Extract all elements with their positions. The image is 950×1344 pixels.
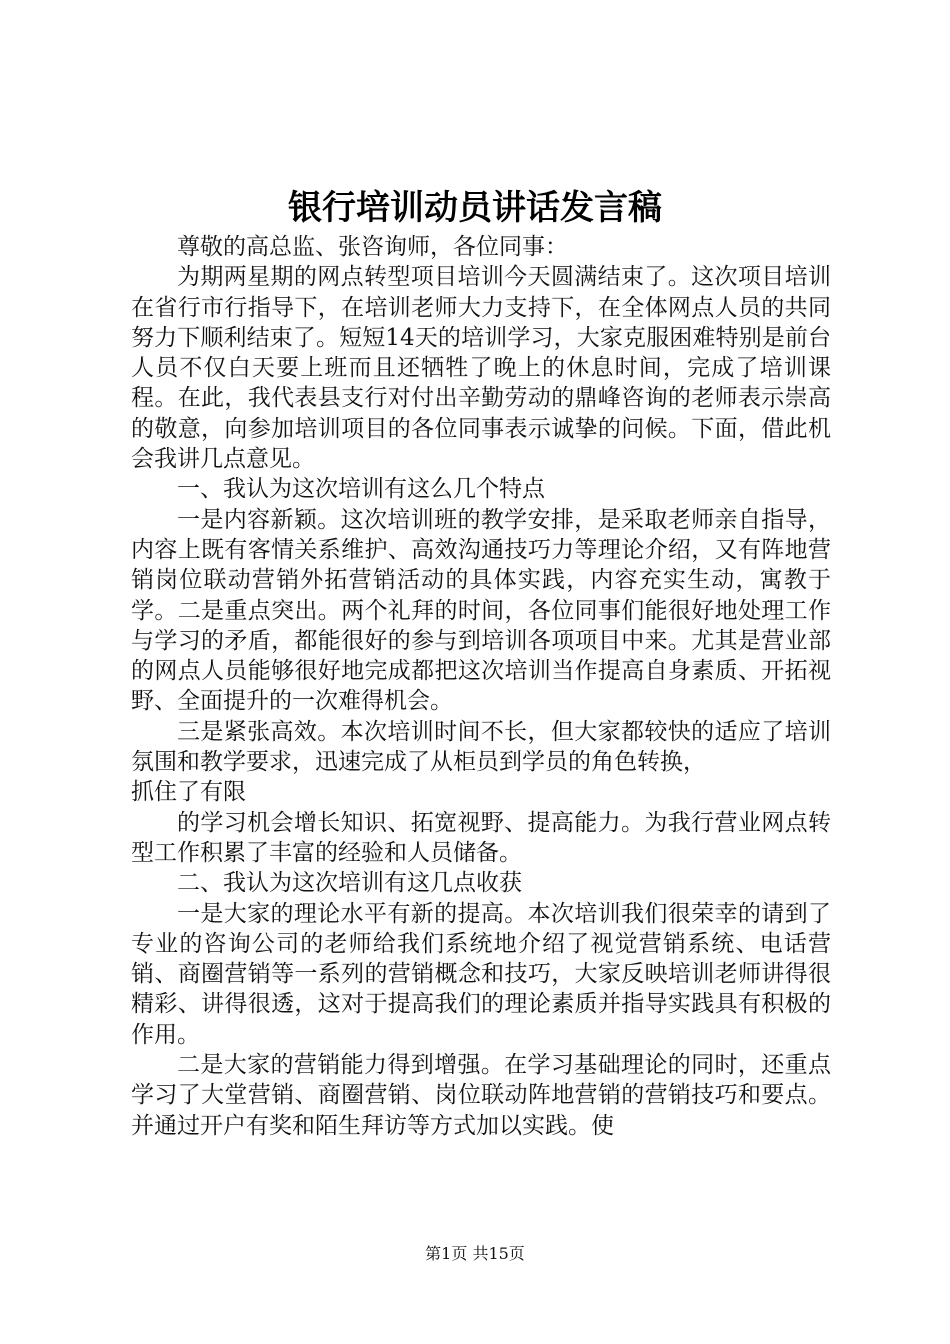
paragraph-intro: 为期两星期的网点转型项目培训今天圆满结束了。这次项目培训在省行市行指导下，在培训老师大力支持下，在全体网点人员的共同努力下顺利结束了。短短14天的培训学习，大家克服困难特别是前台人员不仅白天要上班而且还牺牲了晚上的休息时间，完成了培训课程。在此，我代表县支行对付出辛勤劳动的鼎峰咨询的老师表示崇高的敬意，向参加培训项目的各位同事表示诚挚的问候。下面，借此机会我讲几点意见。 (131, 264, 831, 473)
paragraph-point-1: 一是内容新颖。这次培训班的教学安排，是采取老师亲自指导，内容上既有客情关系维护、高效沟通技巧力等理论介绍，又有阵地营销岗位联动营销外拓营销活动的具体实践，内容充实生动，寓教于学。二是重点突出。两个礼拜的时间，各位同事们能很好地处理工作与学习的矛盾，都能很好的参与到培训各项项目中来。尤其是营业部的网点人员能够很好地完成都把这次培训当作提高自身素质、开拓视野、全面提升的一次难得机会。 (131, 506, 831, 715)
paragraph-continuation: 的学习机会增长知识、拓宽视野、提高能力。为我行营业网点转型工作积累了丰富的经验和人员储备。 (131, 809, 831, 866)
paragraph-point-3: 三是紧张高效。本次培训时间不长，但大家都较快的适应了培训氛围和教学要求，迅速完成了从柜员到学员的角色转换， (131, 718, 831, 776)
section-heading-1: 一、我认为这次培训有这么几个特点 (177, 476, 545, 503)
paragraph-gain-1: 一是大家的理论水平有新的提高。本次培训我们很荣幸的请到了专业的咨询公司的老师给我们系统地介绍了视觉营销系统、电话营销、商圈营销等一系列的营销概念和技巧，大家反映培训老师讲得很精彩、讲得很透，这对于提高我们的理论素质并指导实践具有积极的作用。 (131, 900, 831, 1048)
document-body (131, 232, 831, 1141)
section-heading-2: 二、我认为这次培训有这几点收获 (177, 870, 522, 897)
document-title: 银行培训动员讲话发言稿 (288, 188, 662, 228)
paragraph-fragment: 抓住了有限 (131, 779, 246, 806)
paragraph-gain-2: 二是大家的营销能力得到增强。在学习基础理论的同时，还重点学习了大堂营销、商圈营销、岗位联动阵地营销的营销技巧和要点。并通过开户有奖和陌生拜访等方式加以实践。使 (131, 1052, 831, 1139)
page-number-footer: 第1页 共15页 (425, 1244, 525, 1263)
paragraph-salutation: 尊敬的高总监、张咨询师，各位同事： (177, 234, 568, 260)
